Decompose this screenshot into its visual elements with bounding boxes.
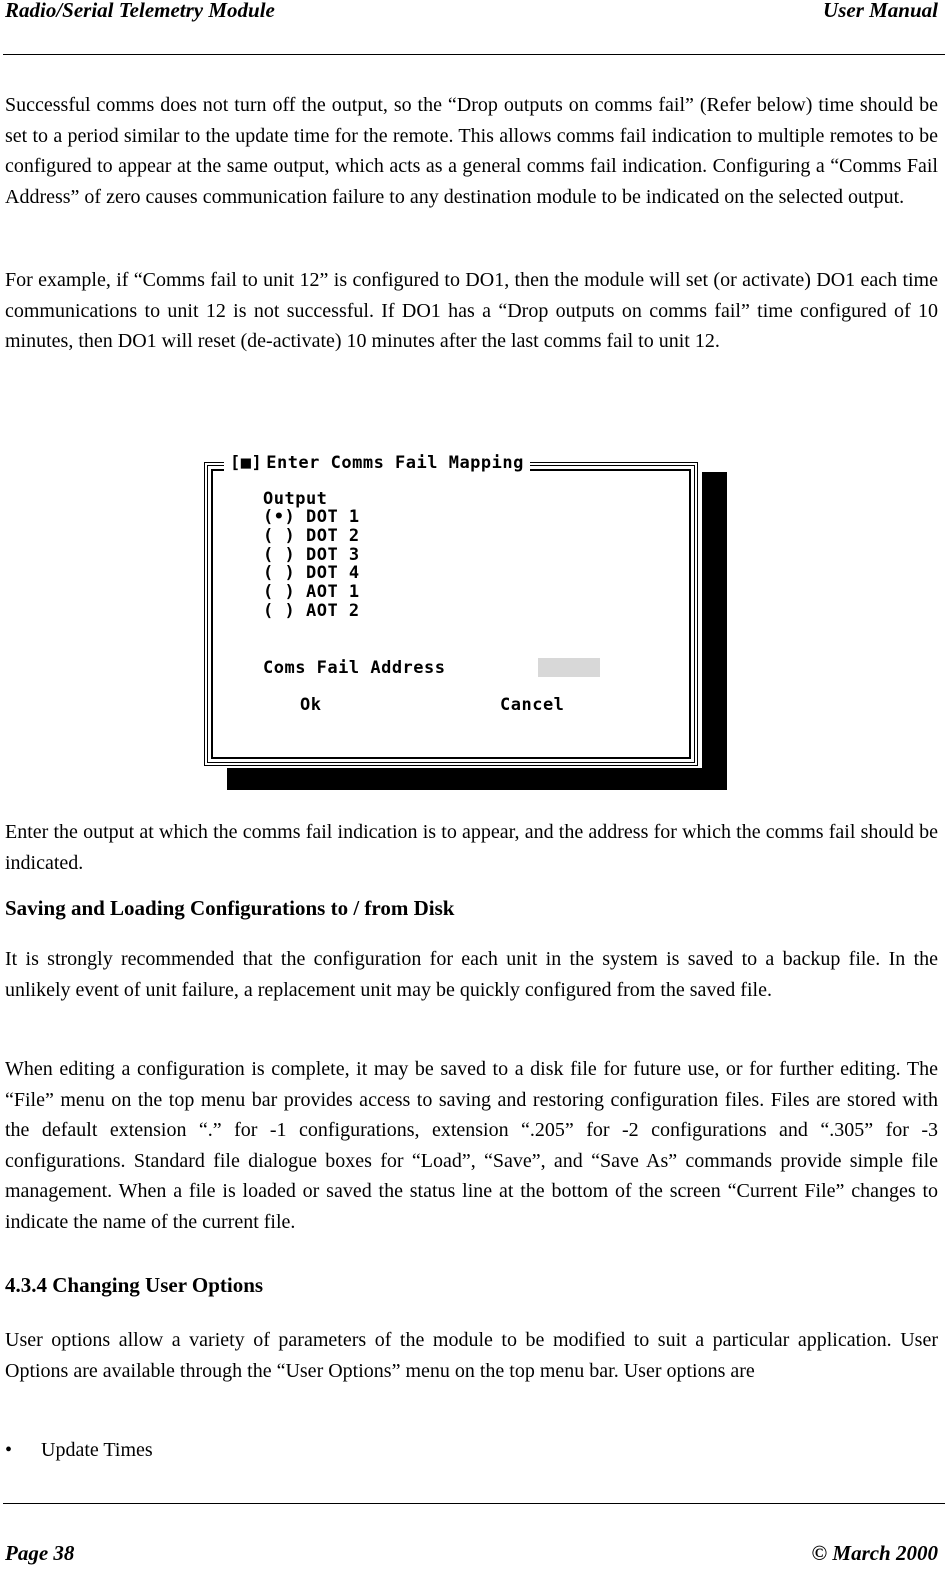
radio-option-label: DOT 4 — [305, 563, 360, 584]
dialog-title: Enter Comms Fail Mapping — [266, 453, 524, 473]
radio-option-label: DOT 1 — [305, 507, 360, 527]
footer-date: © March 2000 — [811, 1541, 938, 1565]
paragraph-enter-output: Enter the output at which the comms fail indication is to appear, and the address for which the comms fail should be indicated. — [5, 821, 938, 874]
header-manual-label: User Manual — [823, 0, 938, 22]
cancel-button[interactable]: Cancel — [500, 695, 565, 715]
radio-button-icon[interactable]: ( ) — [263, 544, 296, 565]
output-radio-option[interactable] — [263, 527, 360, 546]
ok-button[interactable]: Ok — [300, 695, 322, 715]
footer-page-number: Page 38 — [5, 1541, 75, 1565]
paragraph-file-menu: When editing a configuration is complete, it may be saved to a disk file for future use, or for further editing. The “File” menu on the top menu bar provides access to saving and restoring configuration files. Files are stored with the default extension “.” for -1 configurations, extension “.205” for -2 configurations and “.305” for -3 configurations. Standard file dialogue boxes for “Load”, “Save”, and “Save As” commands provide simple file management. When a file is loaded or saved the status line at the bottom of the screen “Current File” changes to indicate the name of the current file. — [5, 1058, 938, 1233]
output-radio-option[interactable] — [263, 508, 360, 527]
header-rule — [3, 54, 945, 55]
footer-rule — [3, 1503, 945, 1504]
output-group-label: Output — [263, 489, 328, 509]
paragraph-backup-recommendation: It is strongly recommended that the configuration for each unit in the system is saved to a backup file. In the unlikely event of unit failure, a replacement unit may be quickly configured from the saved file. — [5, 948, 938, 1001]
section-heading-saving-loading: Saving and Loading Configurations to / from Disk — [5, 896, 455, 920]
paragraph-user-options: User options allow a variety of parameters of the module to be modified to suit a particular application. User Options are available through the “User Options” menu on the top menu bar. User options are — [5, 1329, 938, 1382]
radio-option-label: DOT 2 — [305, 525, 360, 546]
radio-option-label: AOT 1 — [305, 582, 360, 603]
radio-option-label: DOT 3 — [305, 544, 360, 565]
radio-button-icon[interactable]: ( ) — [263, 525, 296, 546]
output-radio-option[interactable] — [263, 546, 360, 565]
list-item — [5, 1435, 153, 1465]
radio-button-icon[interactable]: ( ) — [263, 582, 296, 603]
output-radio-group — [263, 508, 360, 621]
coms-fail-address-input[interactable] — [538, 658, 600, 677]
list-item-label: Update Times — [41, 1439, 153, 1461]
dialog-title-bar — [224, 452, 530, 474]
section-heading-user-options: 4.3.4 Changing User Options — [5, 1273, 264, 1297]
comms-fail-dialog — [200, 452, 702, 768]
radio-button-icon[interactable]: ( ) — [263, 563, 296, 584]
bullet-icon: • — [5, 1439, 13, 1461]
radio-button-icon[interactable]: (•) — [263, 507, 296, 527]
output-radio-option[interactable] — [263, 564, 360, 583]
radio-option-label: AOT 2 — [305, 600, 360, 621]
paragraph-example: For example, if “Comms fail to unit 12” is configured to DO1, then the module will set (or activate) DO1 each time communications to unit 12 is not successful. If DO1 has a “Drop outputs on comms fail” time configured of 10 minutes, then DO1 will reset (de-activate) 10 minutes after the last comms fail to unit 12. — [5, 269, 938, 352]
radio-button-icon[interactable]: ( ) — [263, 600, 296, 621]
output-radio-option[interactable] — [263, 602, 360, 621]
output-radio-option[interactable] — [263, 583, 360, 602]
close-box-icon[interactable]: [■] — [230, 453, 263, 473]
header-title: Radio/Serial Telemetry Module — [5, 0, 275, 22]
paragraph-comms-fail-intro: Successful comms does not turn off the output, so the “Drop outputs on comms fail” (Refer below) time should be set to a period similar to the update time for the remote. This allows comms fail indication to multiple remotes to be configured to appear at the same output, which acts as a general comms fail indication. Configuring a “Comms Fail Address” of zero causes communication failure to any destination module to be indicated on the selected output. — [5, 94, 938, 208]
coms-fail-address-label: Coms Fail Address — [263, 658, 446, 678]
